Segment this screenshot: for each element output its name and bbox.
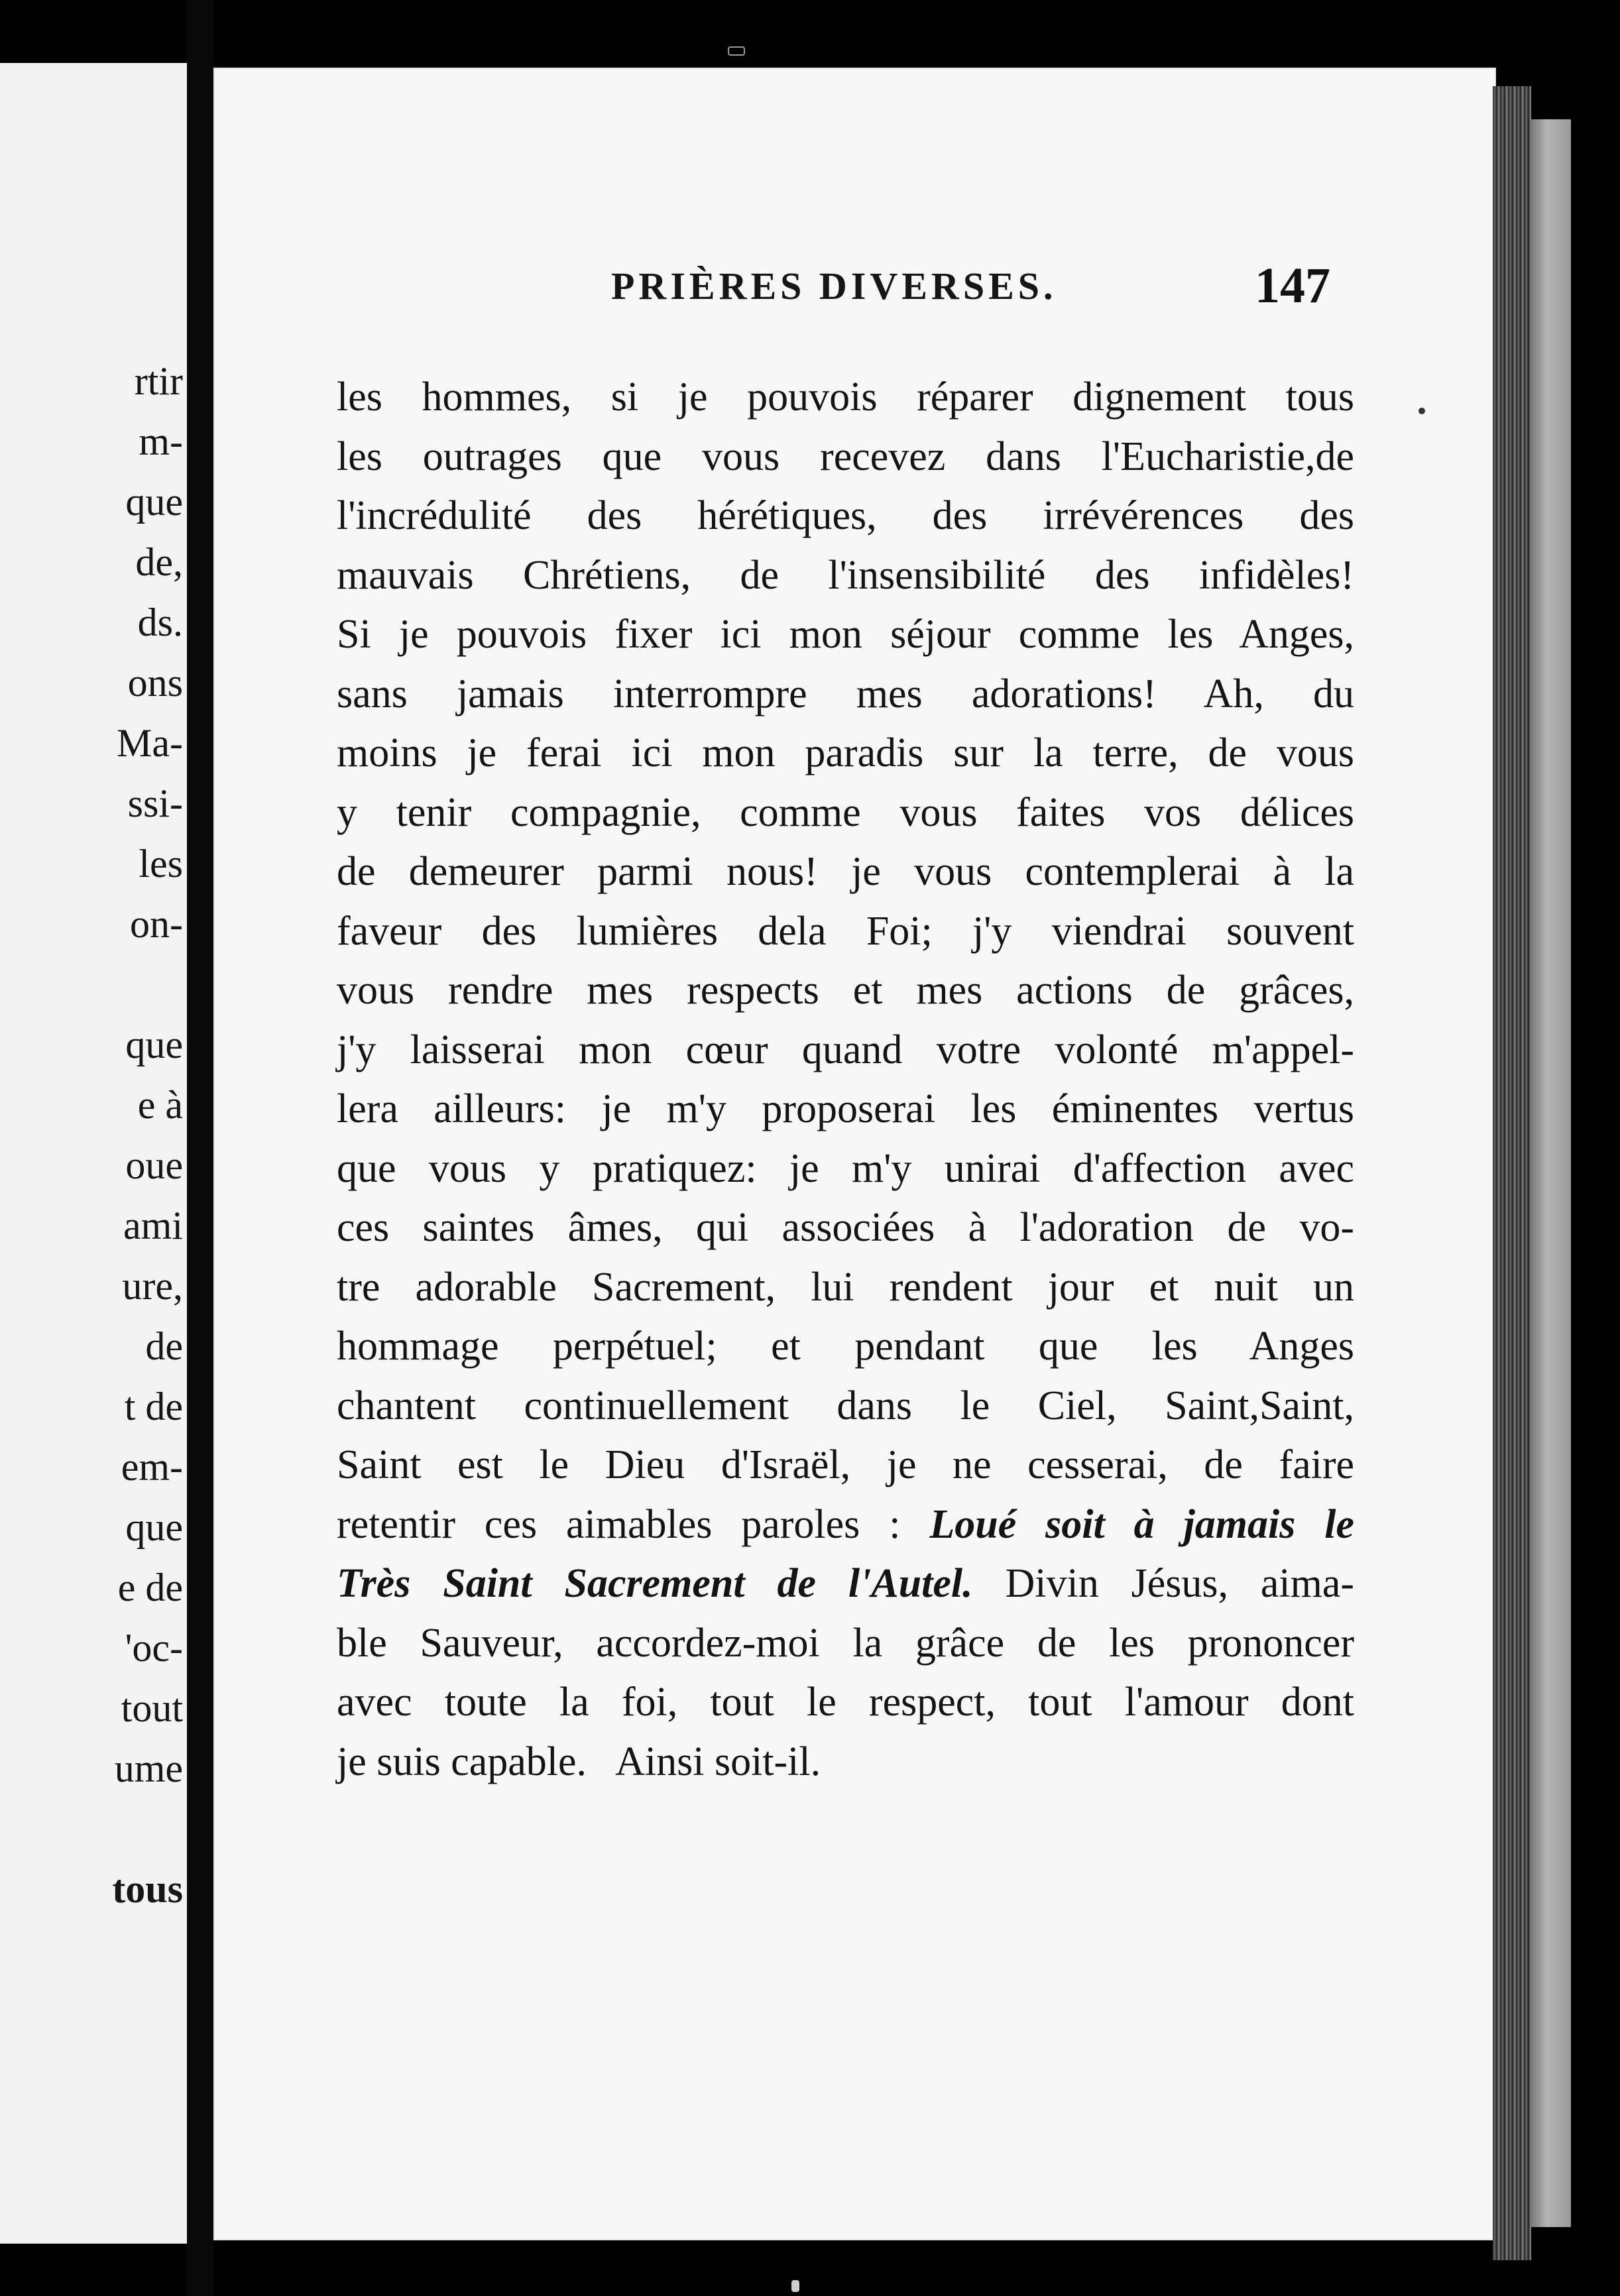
left-fragment: e à — [137, 1083, 183, 1127]
left-fragment: ami — [123, 1204, 183, 1247]
left-fragment: t de — [124, 1385, 183, 1428]
left-fragment: que — [125, 1023, 183, 1066]
text-segment: Divin Jésus, aima- — [972, 1561, 1354, 1606]
text-line: Saint est le Dieu d'Israël, je ne cesserai, de faire — [337, 1442, 1354, 1487]
text-line: hommage perpétuel; et pendant que les Anges — [337, 1324, 1354, 1369]
text-line: mauvais Chrétiens, de l'insensibilité des infidèles! — [337, 552, 1354, 598]
left-fragment: de — [145, 1324, 183, 1368]
left-facing-page — [0, 63, 187, 2244]
text-segment: retentir ces aimables paroles : — [337, 1501, 930, 1547]
text-line: y tenir compagnie, comme vous faites vos délices — [337, 789, 1354, 835]
left-fragment-gap — [0, 954, 183, 1015]
left-fragment: rtir — [134, 359, 183, 403]
left-fragment: em- — [121, 1445, 183, 1489]
left-fragment: on- — [130, 902, 183, 946]
left-fragment: de, — [135, 540, 183, 584]
left-fragment: e de — [117, 1566, 183, 1609]
text-line: ces saintes âmes, qui associées à l'adoration de vo- — [337, 1205, 1354, 1250]
left-fragment: que — [125, 1505, 183, 1549]
text-line: l'incrédulité des hérétiques, des irrévérences des — [337, 493, 1354, 538]
text-line: les outrages que vous recevez dans l'Eucharistie,de — [337, 433, 1354, 479]
text-line: Si je pouvois fixer ici mon séjour comme les Anges, — [337, 612, 1354, 657]
left-fragment: ons — [127, 661, 183, 705]
scan-artifact-mark — [791, 2280, 799, 2292]
left-fragment: m- — [139, 420, 183, 463]
text-line: ble Sauveur, accordez-moi la grâce de les prononcer — [337, 1620, 1354, 1666]
left-fragment: tous — [112, 1867, 183, 1911]
ink-speck — [1418, 408, 1425, 414]
text-line: vous rendre mes respects et mes actions de grâces, — [337, 968, 1354, 1013]
left-fragment-gap — [0, 1799, 183, 1859]
closing-line: je suis capable. Ainsi soit-il. — [337, 1739, 821, 1784]
text-line-mixed — [337, 1554, 1354, 1614]
text-line-mixed — [337, 1495, 1354, 1555]
left-fragment: tout — [121, 1686, 183, 1730]
page-number: 147 — [1255, 258, 1330, 314]
left-fragment: que — [125, 480, 183, 524]
book-gutter — [187, 0, 213, 2296]
left-fragment: 'oc- — [125, 1626, 183, 1670]
text-line: de demeurer parmi nous! je vous contemplerai à la — [337, 849, 1354, 894]
body-text — [337, 368, 1354, 1792]
left-fragment: ds. — [137, 601, 183, 644]
text-line: que vous y pratiquez: je m'y unirai d'affection avec — [337, 1145, 1354, 1191]
left-page-text-fragments — [0, 351, 183, 1920]
text-line: faveur des lumières dela Foi; j'y viendrai souvent — [337, 908, 1354, 954]
text-line: avec toute la foi, tout le respect, tout l'amour dont — [337, 1680, 1354, 1725]
scan-artifact-mark — [728, 46, 745, 56]
left-fragment: ssi- — [127, 781, 183, 825]
italic-phrase: Loué soit à jamais le — [929, 1501, 1355, 1547]
italic-phrase: Très Saint Sacrement de l'Autel. — [337, 1561, 973, 1606]
page-block-outer-edge — [1531, 119, 1571, 2227]
text-line: chantent continuellement dans le Ciel, Saint,Saint, — [337, 1383, 1354, 1428]
left-fragment: Ma- — [117, 721, 183, 765]
text-line: tre adorable Sacrement, lui rendent jour et nuit un — [337, 1264, 1354, 1310]
text-line: moins je ferai ici mon paradis sur la terre, de vous — [337, 730, 1354, 775]
left-fragment: les — [139, 842, 183, 886]
page-block-edge — [1493, 86, 1531, 2260]
left-fragment: oue — [125, 1143, 183, 1187]
running-head: PRIÈRES DIVERSES. — [611, 264, 1057, 308]
left-fragment: ume — [114, 1747, 183, 1790]
text-line: j'y laisserai mon cœur quand votre volonté m'appel- — [337, 1027, 1354, 1072]
text-line: sans jamais interrompre mes adorations! Ah, du — [337, 671, 1354, 717]
text-line: les hommes, si je pouvois réparer dignement tous — [337, 374, 1354, 420]
left-fragment: ure, — [122, 1264, 183, 1308]
text-line: lera ailleurs: je m'y proposerai les éminentes vertus — [337, 1086, 1354, 1131]
